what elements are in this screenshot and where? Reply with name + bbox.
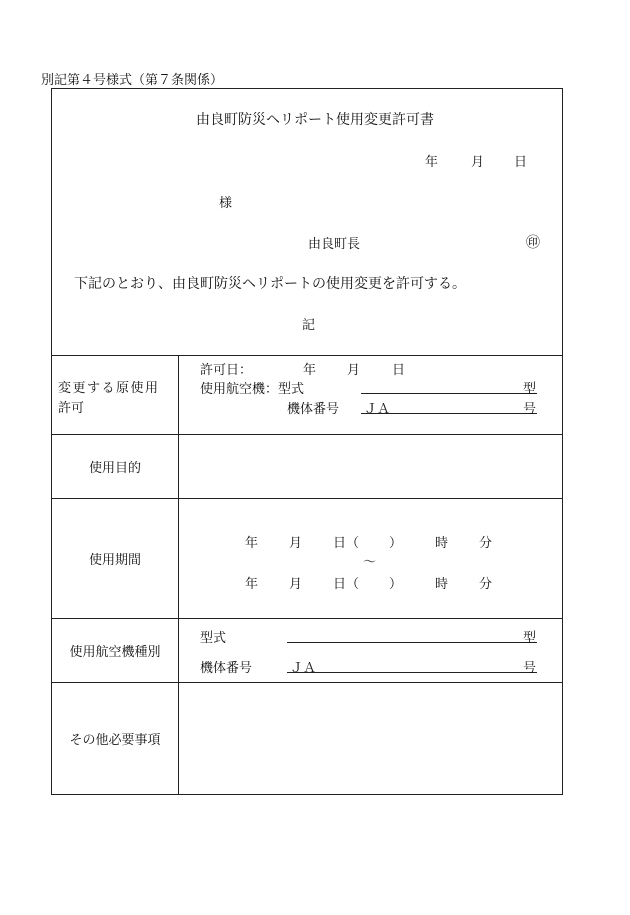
date-month: 月 [471, 155, 485, 170]
row-original-permit-label-2: 許可 [58, 401, 85, 416]
registration-prefix: ＪＡ [364, 402, 391, 417]
addressee-suffix: 様 [219, 196, 233, 211]
period-end-paren-close: ） [389, 577, 403, 592]
date-year: 年 [425, 155, 439, 170]
permit-date-month: 月 [347, 363, 361, 378]
permit-date-day: 日 [392, 363, 406, 378]
period-end-day: 日（ [333, 577, 360, 592]
period-end-minute: 分 [479, 577, 493, 592]
row-purpose-label: 使用目的 [88, 461, 141, 476]
permit-date-year: 年 [303, 363, 317, 378]
aircraft-type-reg-prefix: ＪＡ [290, 661, 317, 676]
aircraft-type-model-label: 型式 [200, 631, 227, 646]
seal-mark: ㊞ [526, 235, 540, 251]
divider-top-table [51, 355, 563, 356]
label-column-divider [178, 355, 179, 795]
period-start-month: 月 [289, 536, 303, 551]
period-start-paren-close: ） [389, 536, 403, 551]
registration-label: 機体番号 [287, 402, 340, 417]
aircraft-type-model-blank [287, 642, 537, 643]
row-aircraft-type-label: 使用航空機種別 [69, 645, 161, 660]
aircraft-type-model-suffix: 型 [523, 631, 537, 646]
row-other-label: その他必要事項 [69, 733, 161, 748]
aircraft-model-label: 使用航空機：型式 [200, 382, 305, 397]
issuer-name: 由良町長 [308, 237, 361, 252]
aircraft-type-reg-blank [287, 672, 537, 673]
permit-date-label: 許可日： [200, 363, 253, 378]
permit-statement: 下記のとおり、由良町防災ヘリポートの使用変更を許可する。 [74, 276, 466, 292]
period-start-day: 日（ [333, 536, 360, 551]
row-original-permit-label-1: 変更する原使用 [58, 381, 160, 396]
aircraft-type-reg-label: 機体番号 [200, 661, 253, 676]
period-end-year: 年 [245, 577, 259, 592]
registration-suffix: 号 [523, 402, 537, 417]
period-start-minute: 分 [479, 536, 493, 551]
aircraft-type-reg-suffix: 号 [523, 661, 537, 676]
period-start-hour: 時 [435, 536, 449, 551]
period-tilde: ～ [363, 555, 377, 570]
form-number: 別記第４号様式（第７条関係） [41, 73, 224, 88]
document-title: 由良町防災ヘリポート使用変更許可書 [196, 112, 434, 128]
period-end-hour: 時 [435, 577, 449, 592]
row-period-label: 使用期間 [88, 553, 141, 568]
period-end-month: 月 [289, 577, 303, 592]
registration-blank [361, 413, 537, 414]
period-start-year: 年 [245, 536, 259, 551]
aircraft-model-suffix: 型 [523, 382, 537, 397]
date-day: 日 [514, 155, 528, 170]
ki-heading: 記 [302, 318, 316, 333]
aircraft-model-blank [361, 393, 537, 394]
